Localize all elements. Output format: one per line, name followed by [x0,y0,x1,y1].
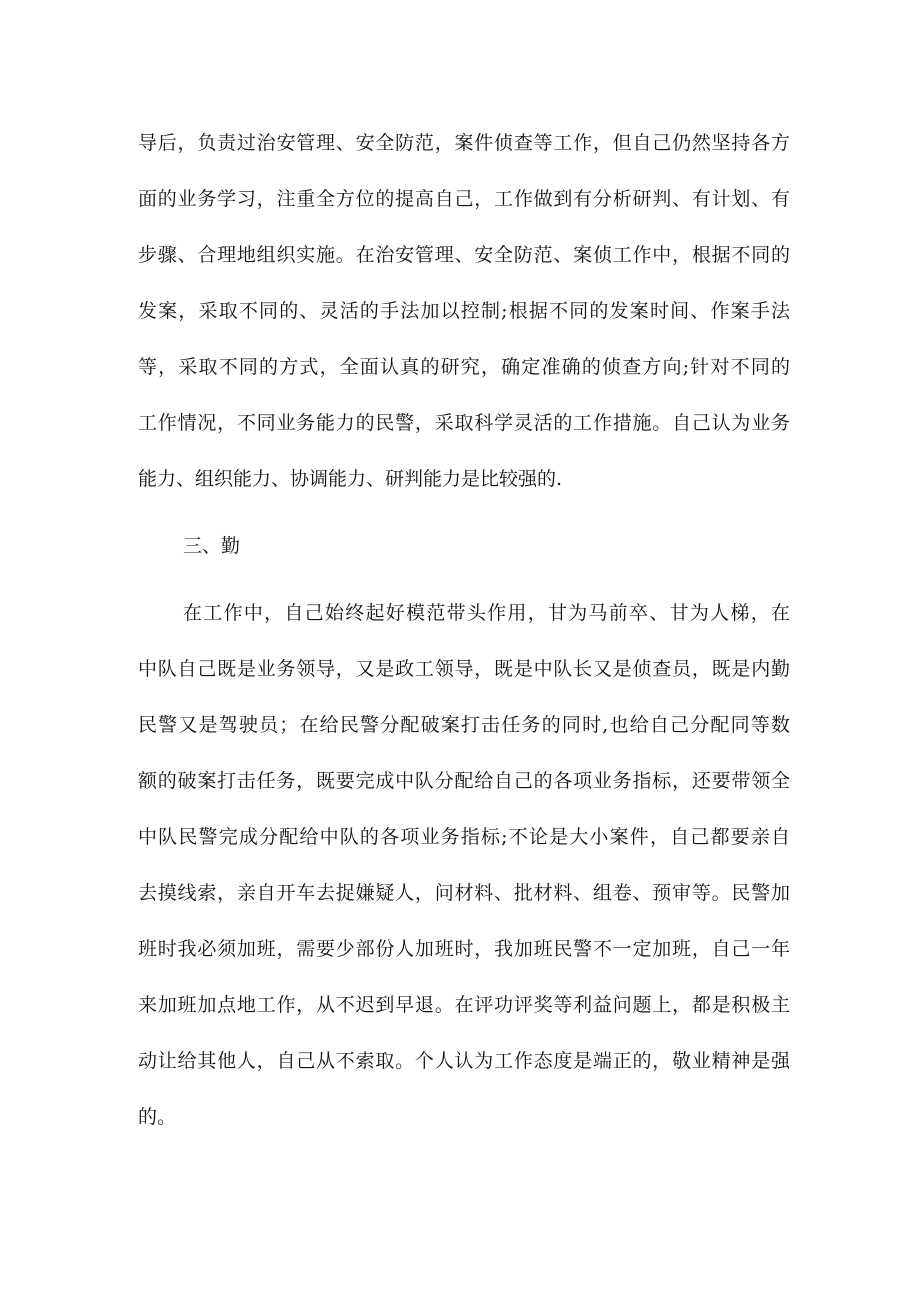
paragraph-line: 在工作中，自己始终起好模范带头作用，甘为马前卒、甘为人梯，在 [183,602,790,624]
paragraph-line: 额的破案打击任务，既要完成中队分配给自己的各项业务指标，还要带领全 [138,770,790,792]
paragraph-line: 民警又是驾驶员；在给民警分配破案打击任务的同时,也给自己分配同等数 [138,714,790,736]
section-heading-diligence: 三、勤 [183,535,241,557]
paragraph-line: 班时我必须加班，需要少部份人加班时，我加班民警不一定加班，自己一年 [138,938,790,960]
paragraph-line: 去摸线索，亲自开车去捉嫌疑人，问材料、批材料、组卷、预审等。民警加 [138,882,790,904]
paragraph-line: 动让给其他人，自己从不索取。个人认为工作态度是端正的，敬业精神是强 [138,1050,790,1072]
paragraph-diligence [138,585,790,1145]
paragraph-line: 面的业务学习，注重全方位的提高自己，工作做到有分析研判、有计划、有 [138,188,790,210]
paragraph-line: 工作情况，不同业务能力的民警，采取科学灵活的工作措施。自己认为业务 [138,412,790,434]
paragraph-ability [138,115,790,507]
paragraph-line: 中队自己既是业务领导，又是政工领导，既是中队长又是侦查员，既是内勤 [138,658,790,680]
paragraph-line: 步骤、合理地组织实施。在治安管理、安全防范、案侦工作中，根据不同的 [138,244,790,266]
paragraph-line: 能力、组织能力、协调能力、研判能力是比较强的. [138,468,563,490]
paragraph-line: 来加班加点地工作，从不迟到早退。在评功评奖等利益问题上，都是积极主 [138,994,790,1016]
paragraph-line: 等，采取不同的方式，全面认真的研究，确定准确的侦查方向;针对不同的 [138,356,790,378]
paragraph-line: 发案，采取不同的、灵活的手法加以控制;根据不同的发案时间、作案手法 [138,300,790,322]
paragraph-line: 中队民警完成分配给中队的各项业务指标;不论是大小案件，自己都要亲自 [138,826,790,848]
paragraph-line: 的。 [138,1106,177,1128]
paragraph-line: 导后，负责过治安管理、安全防范，案件侦查等工作，但自己仍然坚持各方 [138,132,790,154]
